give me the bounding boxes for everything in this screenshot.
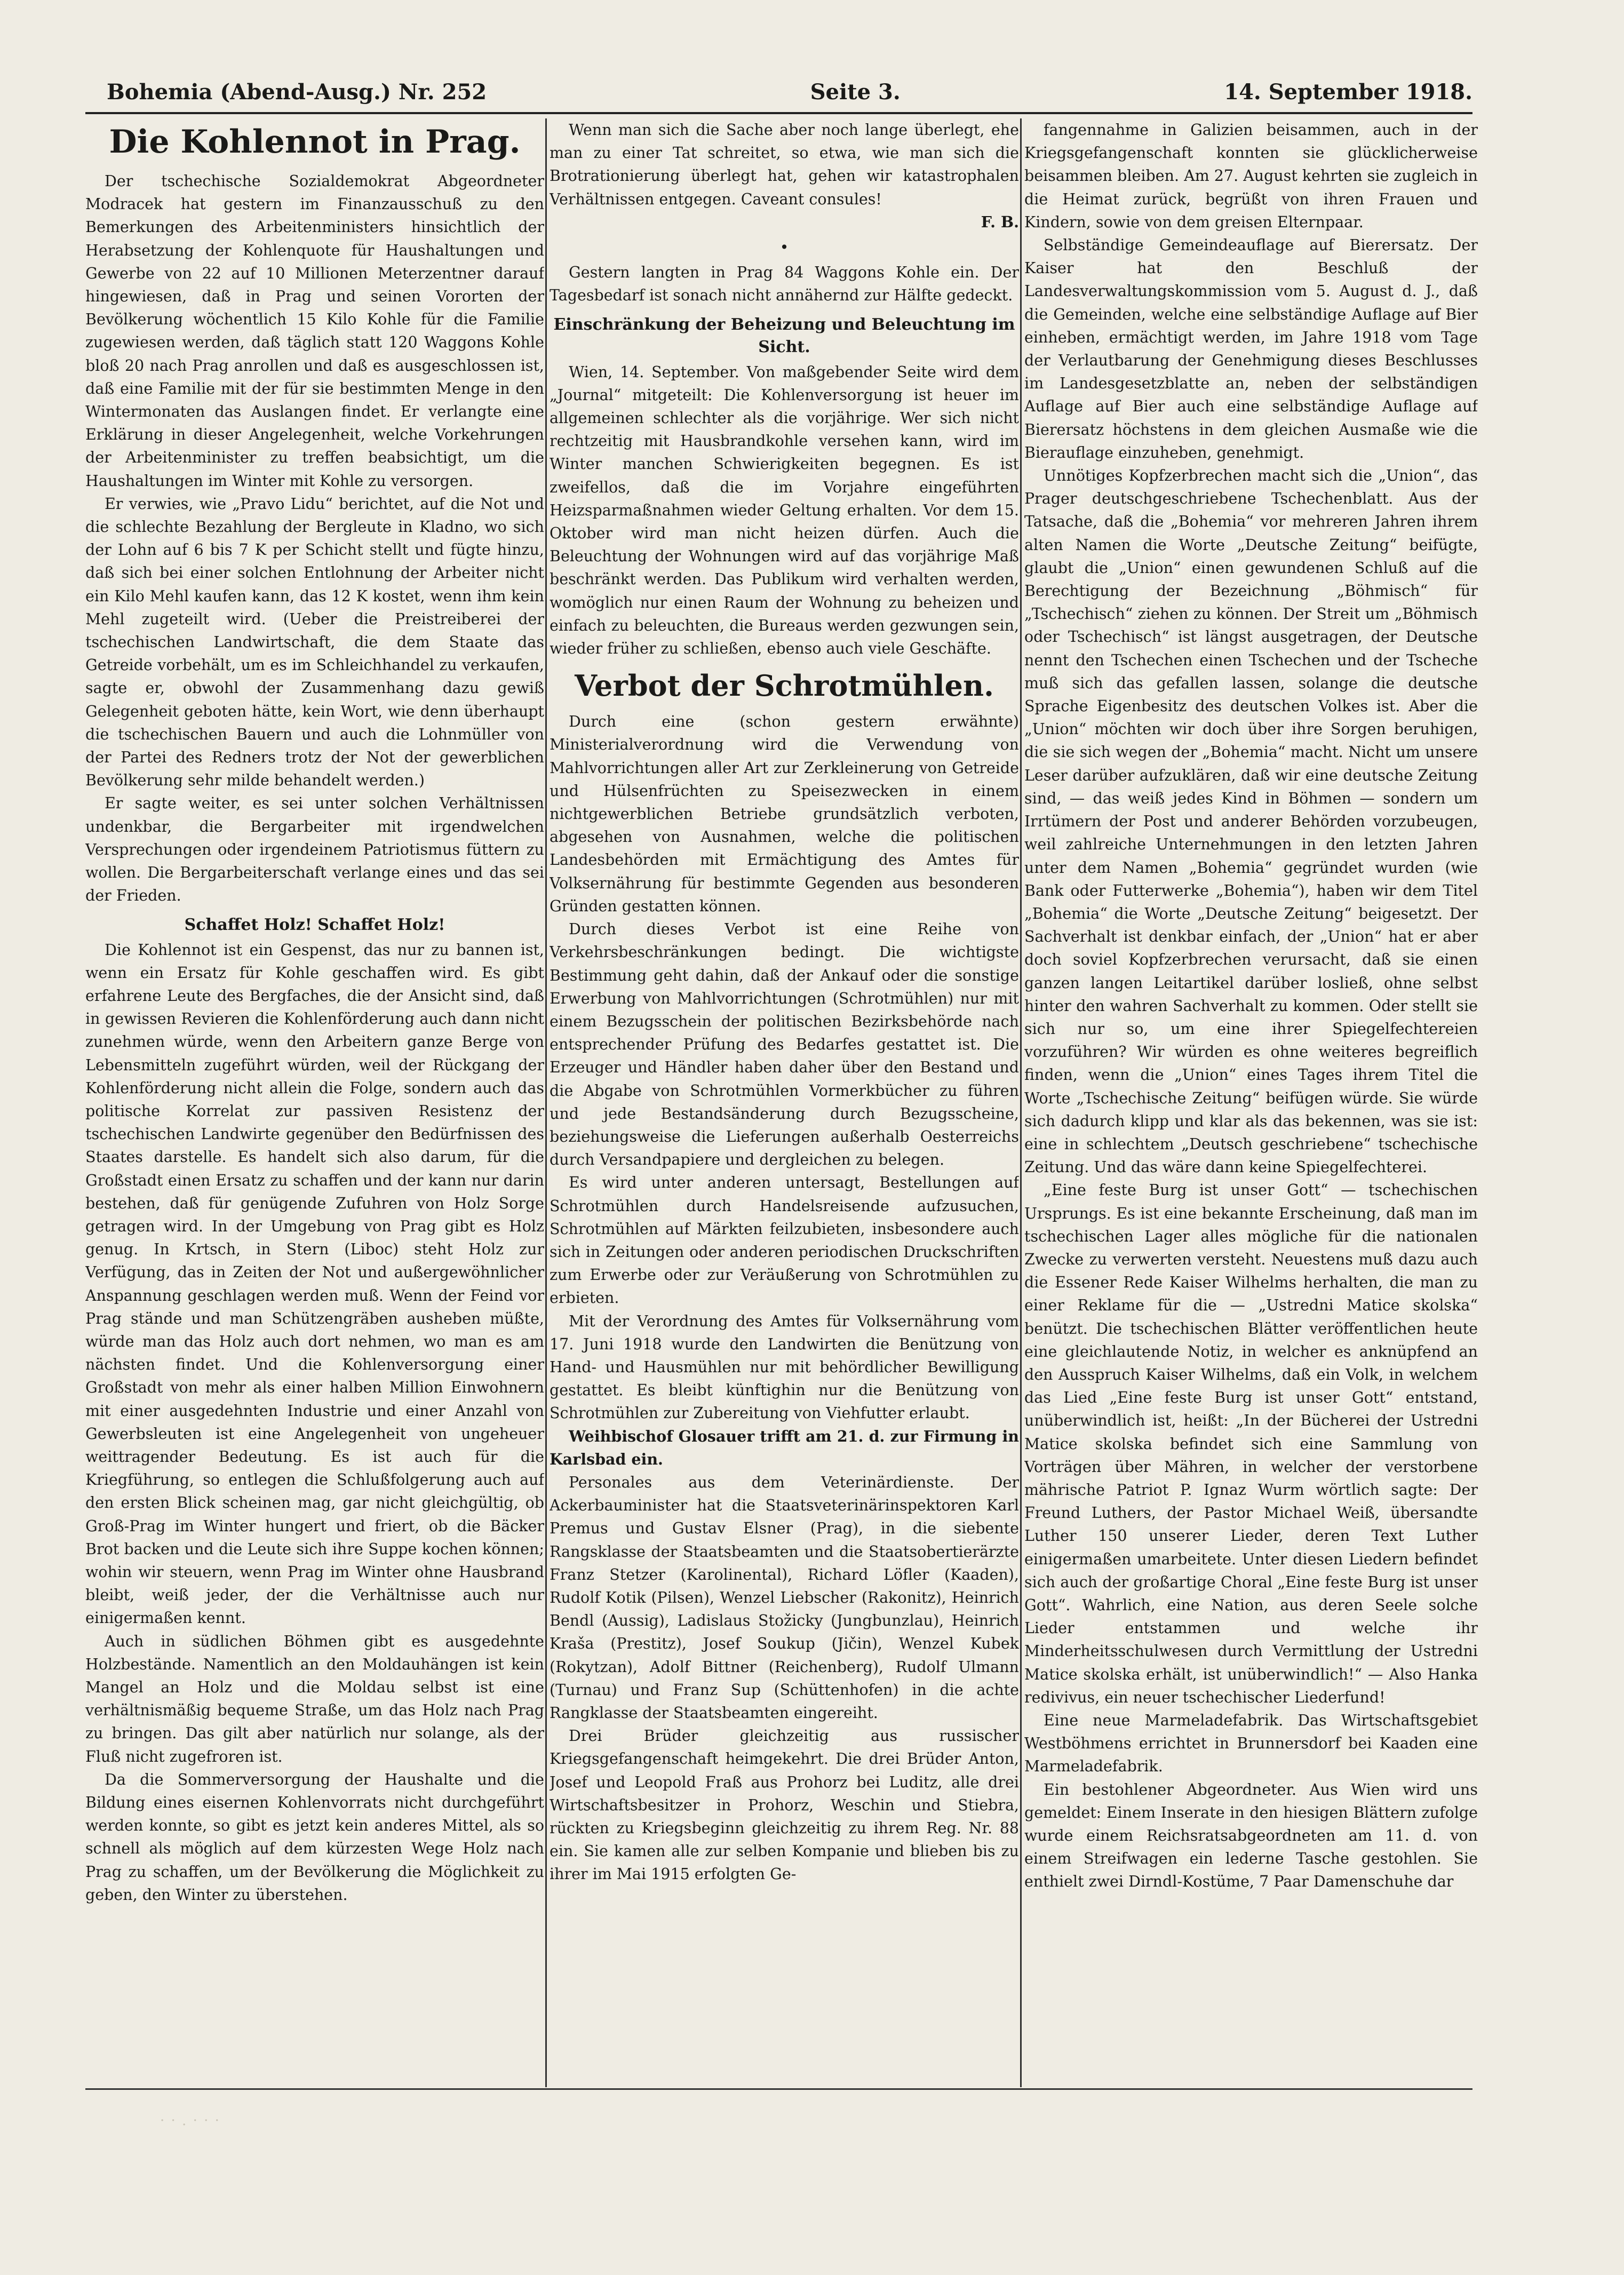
- news-item: Weihbischof Glosauer trifft am 21. d. zur Firmung in Karlsbad ein.: [550, 1427, 1019, 1468]
- paragraph: fangennahme in Galizien beisammen, auch in der Kriegsgefangenschaft konnten sie glücklicherweise beisammen bleiben. Am 27. August kehrten sie zugleich in die Heimat zurück, begrüßt von ihren Frauen und Kindern, sowie von dem greisen Elternpaar.: [1024, 121, 1478, 231]
- column-2: [550, 118, 1019, 2087]
- news-item: Unnötiges Kopfzerbrechen macht sich die „Union“, das Prager deutschgeschriebene Tschechenblatt. Aus der Tatsache, daß die „Bohemia“ vor mehreren Jahren ihrem alten Namen die Worte „Deutsche Zeitung“ beifügte, glaubt die „Union“ einen gewundenen Schluß auf die Berechtigung der Bezeichnung „Böhmisch“ für „Tschechisch“ ziehen zu können. Der Streit um „Böhmisch oder Tschechisch“ ist längst ausgetragen, der Deutsche nennt den Tschechen einen Tschechen und der Tscheche muß sich das gefallen lassen, solange die deutsche Sprache Eigenbesitz des deutschen Volkes ist. Aber die „Union“ möchten wir doch über ihre Sorgen beruhigen, die sie sich wegen der „Bohemia“ macht. Nicht um unsere Leser darüber aufzuklären, daß wir eine deutsche Zeitung sind, — das weiß jedes Kind in Böhmen — sondern um Irrtümern der Post und anderer Behörden vorzubeugen, weil zahlreiche Unternehmungen in den letzten Jahren unter dem Namen „Bohemia“ gegründet wurden (wie Bank oder Futterwerke „Bohemia“), haben wir dem Titel „Bohemia“ die Worte „Deutsche Zeitung“ beigesetzt. Der Sachverhalt ist denkbar einfach, der „Union“ hat er aber doch soviel Kopfzerbrechen verursacht, daß sie einen ganzen langen Leitartikel darüber losließ, ohne selbst hinter den wahren Sachverhalt zu kommen. Oder stellt sie sich nur so, um eine ihrer Spiegelfechtereien vorzuführen? Wir würden es ohne weiteres begreiflich finden, wenn die „Union“ eines Tages ihrem Titel die Worte „Tschechische Zeitung“ beifügen würde. Sie würde sich dadurch klipp und klar als das bekennen, was sie ist: eine in schlechtem „Deutsch geschriebene“ tschechische Zeitung. Und das wäre dann keine Spiegelfechterei.: [1024, 467, 1478, 1176]
- news-item: Personales aus dem Veterinärdienste. Der Ackerbauminister hat die Staatsveterinärinspektoren Karl Premus und Gustav Elsner (Prag), in die siebente Rangsklasse der Staatsbeamten und die Staatsobertierärzte Franz Stetzer (Karolinental), Richard Löfler (Kaaden), Rudolf Kotik (Pilsen), Wenzel Liebscher (Rakonitz), Heinrich Bendl (Aussig), Ladislaus Stožicky (Jungbunzlau), Heinrich Kraša (Prestitz), Josef Soukup (Jičin), Wenzel Kubek (Rokytzan), Adolf Bittner (Reichenberg), Rudolf Ulmann (Turnau) und Franz Sup (Schüttenhofen) in die achte Rangklasse der Staatsbeamten eingereiht.: [550, 1473, 1019, 1722]
- paragraph: Wien, 14. September. Von maßgebender Seite wird dem „Journal“ mitgeteilt: Die Kohlenversorgung ist heuer im allgemeinen schlechter als die vorjährige. Wer sich nicht rechtzeitig mit Hausbrandkohle versehen kann, wird im Winter manchen Schwierigkeiten begegnen. Es ist zweifellos, daß die im Vorjahre eingeführten Heizsparmaßnahmen wieder Geltung erhalten. Vor dem 15. Oktober wird man nicht heizen dürfen. Auch die Beleuchtung der Wohnungen wird auf das vorjährige Maß beschränkt werden. Das Publikum wird verhalten werden, womöglich nur einen Raum der Wohnung zu beheizen und einfach zu beleuchten, die Bureaus werden gezwungen sein, wieder früher zu schließen, ebenso auch viele Geschäfte.: [550, 363, 1019, 658]
- masthead-date: 14. September 1918.: [1224, 79, 1472, 105]
- print-bleed-through: · · . · · ·: [160, 2113, 220, 2129]
- column-divider: [545, 118, 547, 2087]
- article-headline-schrotmuehlen: Verbot der Schrotmühlen.: [575, 669, 994, 703]
- paragraph: Der tschechische Sozialdemokrat Abgeordneter Modracek hat gestern im Finanzausschuß zu den Bemerkungen des Arbeitenministers hinsichtlich der Herabsetzung der Kohlenquote für Haushaltungen und Gewerbe von 22 auf 10 Millionen Meterzentner darauf hingewiesen, daß in Prag und seinen Vororten der Bevölkerung wöchentlich 15 Kilo Kohle für die Familie zugewiesen werden, daß täglich statt 120 Waggons Kohle bloß 20 nach Prag anrollen und daß es ausgeschlossen ist, daß eine Familie mit der für sie bestimmten Menge in den Wintermonaten das Auslangen findet. Er verlangte eine Erklärung in dieser Angelegenheit, welche Vorkehrungen der Arbeitenminister zu treffen beabsichtigt, um die Haushaltungen im Winter mit Kohle zu versorgen.: [85, 172, 544, 490]
- separator-dot: •: [779, 238, 789, 257]
- news-item: „Eine feste Burg ist unser Gott“ — tschechischen Ursprungs. Es ist eine bekannte Erscheinung, daß man im tschechischen Lager alles mögliche für die nationalen Zwecke zu verwerten versteht. Neuestens muß dazu auch die Essener Rede Kaiser Wilhelms herhalten, die man zu einer Reklame für die — „Ustredni Matice skolska“ benützt. Die tschechischen Blätter veröffentlichen heute eine gleichlautende Notiz, in welcher es anknüpfend an den Ausspruch Kaiser Wilhelms, daß ein Volk, in welchem das Lied „Eine feste Burg ist unser Gott“ entstand, unüberwindlich ist, heißt: „In der Bücherei der Ustredni Matice skolska befindet sich eine Sammlung von Vorträgen über Mähren, in welcher der verstorbene mährische Patriot P. Ignaz Wurm wörtlich sagte: Der Freund Luthers, der Pastor Michael Weiß, übersandte Luther 150 unserer Lieder, deren Text Luther einigermaßen umarbeitete. Unter diesen Liedern befindet sich auch der großartige Choral „Eine feste Burg ist unser Gott“. Wahrlich, eine Nation, aus deren Seele solche Lieder entstammen und welche ihr Minderheitsschulwesen durch Vermittlung der Ustredni Matice skolska erhält, ist unüberwindlich!“ — Also Hanka redivivus, ein neuer tschechischer Liederfund!: [1024, 1181, 1478, 1706]
- paragraph: Gestern langten in Prag 84 Waggons Kohle ein. Der Tagesbedarf ist sonach nicht annähernd zur Hälfte gedeckt.: [550, 264, 1019, 305]
- news-item: Ein bestohlener Abgeordneter. Aus Wien wird uns gemeldet: Einem Inserate in den hiesigen Blättern zufolge wurde einem Reichsratsabgeordneten am 11. d. von einem Streifwagen ein lederne Tasche gestohlen. Sie enthielt zwei Dirndl-Kostüme, 7 Paar Damenschuhe dar: [1024, 1780, 1478, 1891]
- paragraph: Da die Sommerversorgung der Haushalte und die Bildung eines eisernen Kohlenvorrats nicht durchgeführt werden konnte, so gibt es jetzt kein anderes Mittel, als so schnell als möglich auf dem kürzesten Wege Holz nach Prag zu schaffen, um der Bevölkerung die Möglichkeit zu geben, den Winter zu überstehen.: [85, 1770, 544, 1904]
- news-item: Selbständige Gemeindeauflage auf Bierersatz. Der Kaiser hat den Beschluß der Landesverwaltungskommission vom 5. August d. J., daß die Gemeinden, welche eine selbständige Auflage auf Bier einheben, ermächtigt werden, im Jahre 1918 vom Tage der Verlautbarung der Genehmigung dieses Beschlusses im Landesgesetzblatte an, neben der selbständigen Auflage auf Bier auch eine selbständige Auflage auf Bierersatz höchstens in dem gleichen Ausmaße wie die Bierauflage einzuheben, genehmigt.: [1024, 236, 1478, 462]
- paragraph: Er verwies, wie „Pravo Lidu“ berichtet, auf die Not und die schlechte Bezahlung der Bergleute in Kladno, wo sich der Lohn auf 6 bis 7 K per Schicht stellt und fügte hinzu, daß sich bei einer solchen Entlohnung der Arbeiter nicht ein Kilo Mehl kaufen kann, das 12 K kostet, wenn ihm kein Mehl zugeteilt wird. (Ueber die Preistreiberei der tschechischen Landwirtschaft, die dem Staate das Getreide vorbehält, um es im Schleichhandel zu verkaufen, sagte er, obwohl der Zusammenhang dazu gewiß Gelegenheit geboten hätte, kein Wort, wie denn überhaupt die tschechischen Bauern und auch die Lohnmüller von der Partei des Redners trotz der Not der gewerblichen Bevölkerung sehr milde behandelt werden.): [85, 495, 544, 790]
- column-3: [1024, 118, 1478, 2087]
- paragraph: Es wird unter anderen untersagt, Bestellungen auf Schrotmühlen durch Handelsreisende aufzusuchen, Schrotmühlen auf Märkten feilzubieten, insbesondere auch sich in Zeitungen oder anderen periodischen Druckschriften zum Erwerbe oder zur Veräußerung von Schrotmühlen zu erbieten.: [550, 1174, 1019, 1307]
- subheading-einschraenkung: Einschränkung der Beheizung und Beleuchtung im Sicht.: [553, 315, 1015, 356]
- masthead-page-number: Seite 3.: [810, 79, 901, 105]
- masthead-edition: Bohemia (Abend-Ausg.) Nr. 252: [107, 79, 487, 105]
- paragraph: Wenn man sich die Sache aber noch lange überlegt, ehe man zu einer Tat schreitet, so etwa, wie man sich die Brotrationierung überlegt hat, gehen wir katastrophalen Verhältnissen entgegen. Caveant consules!: [550, 121, 1019, 208]
- news-item: Drei Brüder gleichzeitig aus russischer Kriegsgefangenschaft heimgekehrt. Die drei Brüder Anton, Josef und Leopold Fraß aus Prohorz bei Luditz, alle drei Wirtschaftsbesitzer in Prohorz, Weschin und Stiebra, rückten zu Kriegsbeginn gleichzeitig zu ihrem Reg. Nr. 88 ein. Sie kamen alle zur selben Kompanie und blieben bis zu ihrer im Mai 1915 erfolgten Ge-: [550, 1727, 1019, 1883]
- paragraph: Durch eine (schon gestern erwähnte) Ministerialverordnung wird die Verwendung von Mahlvorrichtungen aller Art zur Zerkleinerung von Getreide und Hülsenfrüchten zu Speisezwecken in einem nichtgewerblichen Betriebe grundsätzlich verboten, abgesehen von Ausnahmen, welche die politischen Landesbehörden mit Ermächtigung des Amtes für Volksernährung für bestimmte Gegenden aus besonderen Gründen gestatten können.: [550, 713, 1019, 915]
- paragraph: Durch dieses Verbot ist eine Reihe von Verkehrsbeschränkungen bedingt. Die wichtigste Bestimmung geht dahin, daß der Ankauf oder die sonstige Erwerbung von Mahlvorrichtungen (Schrotmühlen) nur mit einem Bezugsschein der politischen Bezirksbehörde nach entsprechender Prüfung des Bedarfes gestattet ist. Die Erzeuger und Händler haben daher über den Bestand und die Abgabe von Schrotmühlen Vormerkbücher zu führen und jede Bestandsänderung durch Bezugsscheine, beziehungsweise die Lieferungen außerhalb Oesterreichs durch Versandpapiere und dergleichen zu belegen.: [550, 920, 1019, 1169]
- paragraph: Mit der Verordnung des Amtes für Volksernährung vom 17. Juni 1918 wurde den Landwirten die Benützung von Hand- und Hausmühlen nur mit behördlicher Bewilligung gestattet. Es bleibt künftighin nur die Benützung von Schrotmühlen zur Zubereitung von Viehfutter erlaubt.: [550, 1312, 1019, 1422]
- subheading-schaffet-holz: Schaffet Holz! Schaffet Holz!: [184, 915, 445, 934]
- article-headline-kohlennot: Die Kohlennot in Prag.: [109, 123, 521, 161]
- bottom-rule: [85, 2088, 1472, 2090]
- paragraph: Er sagte weiter, es sei unter solchen Verhältnissen undenkbar, die Bergarbeiter mit irgendwelchen Versprechungen oder irgendeinem Patriotismus füttern zu wollen. Die Bergarbeiterschaft verlange eines und das sei der Frieden.: [85, 794, 544, 905]
- paragraph: Auch in südlichen Böhmen gibt es ausgedehnte Holzbestände. Namentlich an den Moldauhängen ist kein Mangel an Holz und die Moldau selbst ist eine verhältnismäßig bequeme Straße, um das Holz nach Prag zu bringen. Das gilt aber natürlich nur solange, als der Fluß nicht zugefroren ist.: [85, 1632, 544, 1765]
- top-rule: [85, 112, 1472, 114]
- news-item: Eine neue Marmeladefabrik. Das Wirtschaftsgebiet Westböhmens errichtet in Brunnersdorf bei Kaaden eine Marmeladefabrik.: [1024, 1712, 1478, 1776]
- paragraph: Die Kohlennot ist ein Gespenst, das nur zu bannen ist, wenn ein Ersatz für Kohle geschaffen wird. Es gibt erfahrene Leute des Bergfaches, die der Ansicht sind, daß in gewissen Revieren die Kohlenförderung auch dann nicht zunehmen würde, wenn den Arbeitern ganze Berge von Lebensmitteln zugeführt würden, weil der Rückgang der Kohlenförderung nicht allein die Folge, sondern auch das politische Korrelat zur passiven Resistenz der tschechischen Landwirte gegenüber den Bedürfnissen des Staates darstelle. Es handelt sich also darum, für die Großstadt einen Ersatz zu schaffen und der kann nur darin bestehen, daß für genügende Zufuhren von Holz Sorge getragen wird. In der Umgebung von Prag gibt es Holz genug. In Krtsch, in Stern (Liboc) steht Holz zur Verfügung, das in Zeiten der Not und außergewöhnlicher Anspannung geschlagen werden muß. Wenn der Feind vor Prag stände und man Schützengräben ausheben müßte, würde man das Holz auch dort nehmen, wo man es am nächsten findet. Und die Kohlenversorgung einer Großstadt von mehr als einer halben Million Einwohnern mit einer ausgedehnten Industrie und einer Anzahl von Gewerbsleuten ist eine Angelegenheit von ungeheuer weittragender Bedeutung. Es ist auch für die Kriegführung, so entlegen die Schlußfolgerung auch auf den ersten Blick scheinen mag, gar nicht gleichgültig, ob Groß-Prag im Winter hungert und friert, ob die Bäcker Brot backen und die Leute sich ihre Suppe kochen können; wohin wir steuern, wenn Prag im Winter ohne Hausbrand bleibt, weiß jeder, der die Verhältnisse auch nur einigermaßen kennt.: [85, 941, 544, 1627]
- column-1: [85, 118, 544, 2087]
- column-divider: [1020, 118, 1022, 2087]
- masthead: [107, 75, 1472, 109]
- author-signature: F. B.: [981, 212, 1019, 231]
